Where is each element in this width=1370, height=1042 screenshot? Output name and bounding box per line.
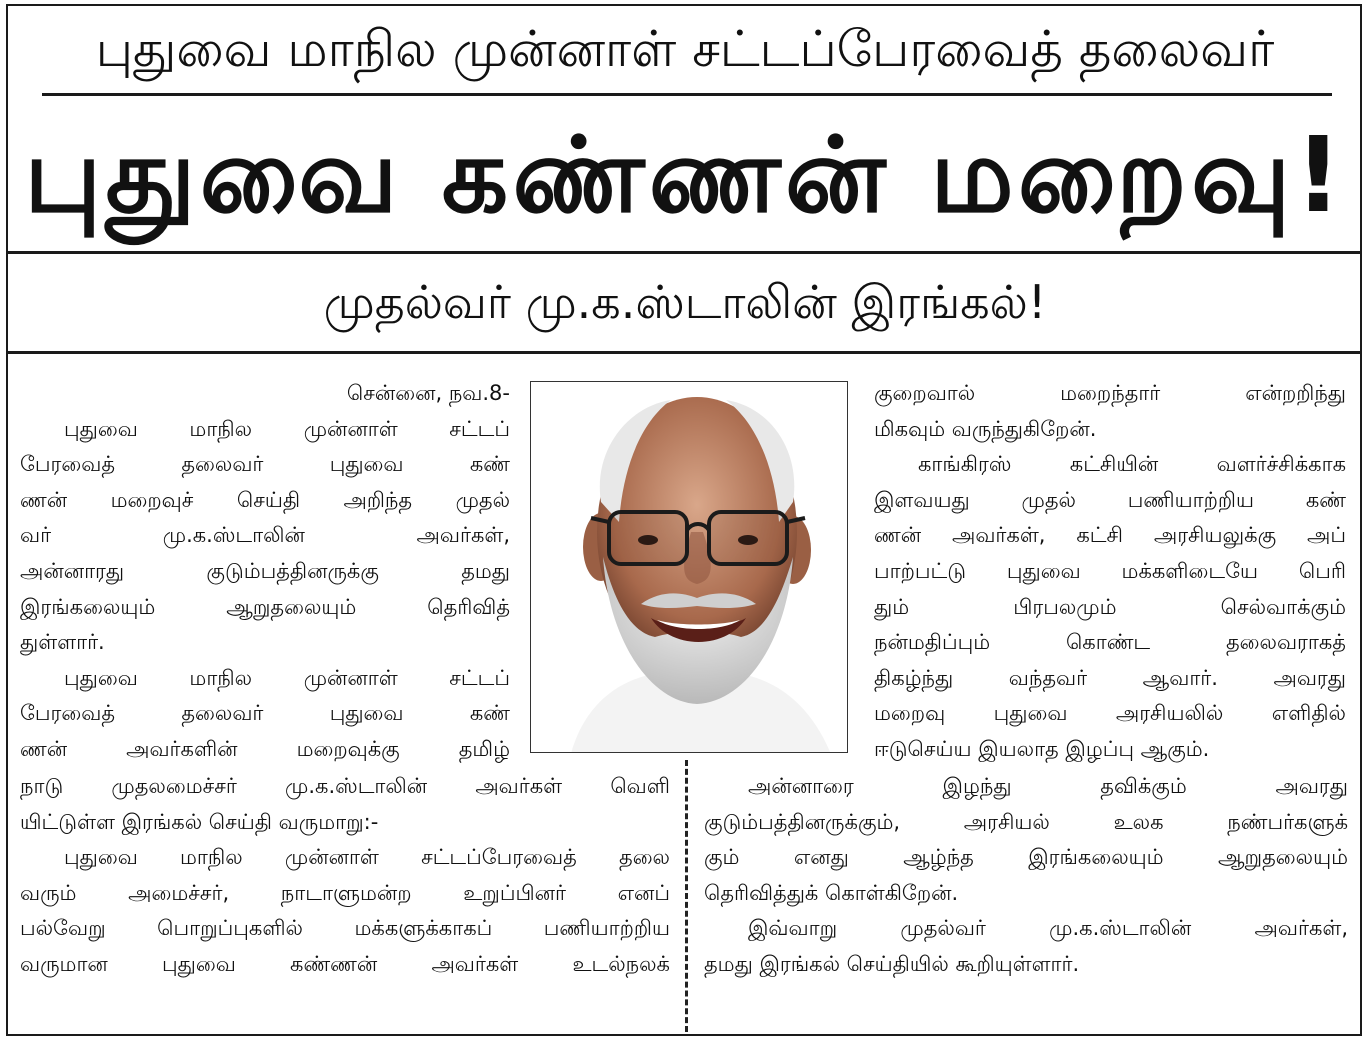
- article-line: தமது இரங்கல் செய்தியில் கூறியுள்ளார்.: [704, 951, 1080, 976]
- article-line: அன்னாரது குடும்பத்தினருக்கு தமது: [20, 558, 510, 583]
- article-line: தும் பிரபலமும் செல்வாக்கும்: [874, 594, 1346, 619]
- article-right-column: [874, 376, 1346, 768]
- article-line: துள்ளார்.: [20, 630, 105, 655]
- article-line: வரும் அமைச்சர், நாடாளுமன்ற உறுப்பினர் எனப்: [20, 880, 670, 905]
- article-line: குறைவால் மறைந்தார் என்றறிந்து: [874, 381, 1346, 405]
- article-line: இரங்கலையும் ஆறுதலையும் தெரிவித்: [20, 594, 510, 619]
- article-line: பாற்பட்டு புதுவை மக்களிடையே பெரி: [874, 558, 1346, 583]
- portrait-icon: [531, 382, 848, 753]
- article-line: ணன் மறைவுச் செய்தி அறிந்த முதல்: [20, 487, 510, 512]
- article-line: நாடு முதலமைச்சர் மு.க.ஸ்டாலின் அவர்கள் வெளி: [20, 774, 670, 798]
- article-right-lower: [704, 769, 1348, 983]
- article-line: ணன் அவர்கள், கட்சி அரசியலுக்கு அப்: [874, 523, 1346, 548]
- kicker-line: புதுவை மாநில முன்னாள் சட்டப்பேரவைத் தலைவர்: [95, 20, 1275, 78]
- kicker-underline: [42, 93, 1332, 96]
- article-line: பல்வேறு பொறுப்புகளில் மக்களுக்காகப் பணியாற்றிய: [20, 916, 670, 941]
- article-line: மறைவு புதுவை அரசியலில் எளிதில்: [874, 701, 1346, 726]
- article-left-lower: [20, 769, 670, 983]
- page-headline: புதுவை கண்ணன் மறைவு!: [24, 114, 1346, 236]
- divider-rule: [6, 351, 1362, 354]
- divider-rule: [6, 251, 1362, 254]
- article-line: பேரவைத் தலைவர் புதுவை கண்: [20, 452, 510, 477]
- portrait-photo: [530, 381, 848, 753]
- sub-headline: முதல்வர் மு.க.ஸ்டாலின் இரங்கல்!: [323, 275, 1047, 329]
- article-line: ணன் அவர்களின் மறைவுக்கு தமிழ்: [20, 736, 510, 761]
- article-line: அன்னாரை இழந்து தவிக்கும் அவரது: [748, 774, 1348, 798]
- article-left-column: [20, 376, 510, 768]
- article-line: பேரவைத் தலைவர் புதுவை கண்: [20, 701, 510, 726]
- dateline: சென்னை, நவ.8-: [346, 381, 510, 405]
- article-line: புதுவை மாநில முன்னாள் சட்டப்பேரவைத் தலை: [64, 845, 670, 870]
- article-line: காங்கிரஸ் கட்சியின் வளர்ச்சிக்காக: [918, 452, 1346, 477]
- article-line: திகழ்ந்து வந்தவர் ஆவார். அவரது: [874, 665, 1346, 690]
- article-line: மிகவும் வருந்துகிறேன்.: [874, 416, 1097, 441]
- article-line: புதுவை மாநில முன்னாள் சட்டப்: [64, 416, 510, 441]
- article-line: யிட்டுள்ள இரங்கல் செய்தி வருமாறு:-: [20, 809, 379, 834]
- article-line: தெரிவித்துக் கொள்கிறேன்.: [704, 880, 959, 905]
- article-line: ஈடுசெய்ய இயலாத இழப்பு ஆகும்.: [874, 736, 1210, 761]
- article-line: நன்மதிப்பும் கொண்ட தலைவராகத்: [874, 630, 1346, 655]
- article-line: வர் மு.க.ஸ்டாலின் அவர்கள்,: [20, 523, 510, 548]
- article-line: இளவயது முதல் பணியாற்றிய கண்: [874, 487, 1346, 512]
- article-line: கும் எனது ஆழ்ந்த இரங்கலையும் ஆறுதலையும்: [704, 845, 1348, 870]
- article-line: குடும்பத்தினருக்கும், அரசியல் உலக நண்பர்களுக்: [704, 809, 1348, 834]
- article-line: புதுவை மாநில முன்னாள் சட்டப்: [64, 665, 510, 690]
- article-line: இவ்வாறு முதல்வர் மு.க.ஸ்டாலின் அவர்கள்,: [748, 916, 1348, 941]
- column-divider: [685, 760, 688, 1032]
- article-line: வருமான புதுவை கண்ணன் அவர்கள் உடல்நலக்: [20, 951, 670, 976]
